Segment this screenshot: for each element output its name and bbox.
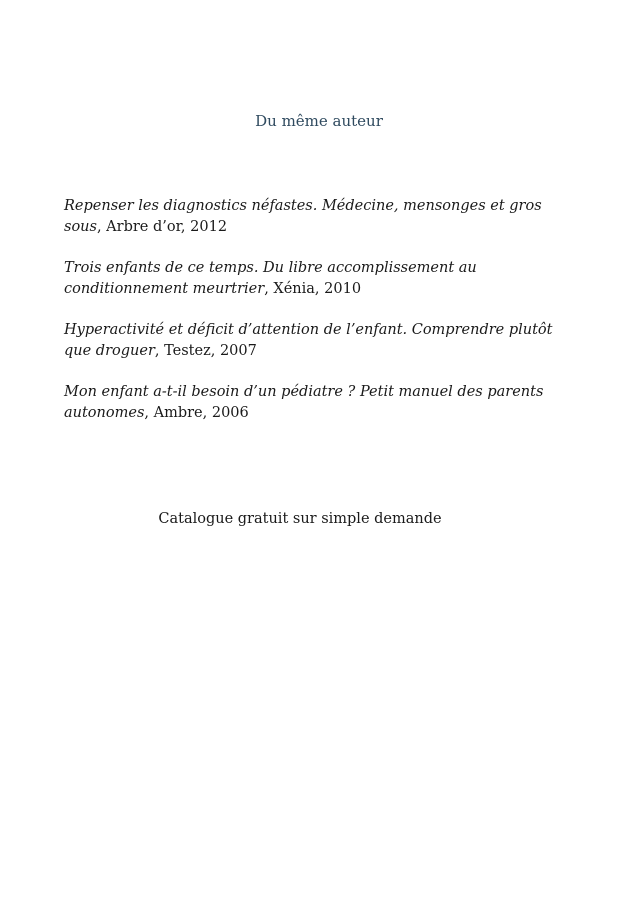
bibliography-item (64, 320, 564, 362)
bibliography-item (64, 382, 564, 424)
book-title: Hyperactivité et déficit d’attention de l’enfant. Comprendre plutôt que droguer (64, 322, 553, 359)
book-title: Repenser les diagnostics néfastes. Médecine, mensonges et gros sous (64, 198, 542, 235)
catalogue-note (0, 511, 638, 527)
book-title: Mon enfant a-t-il besoin d’un pédiatre ? Petit manuel des parents autonomes (64, 384, 544, 421)
page-title: Du même auteur (255, 112, 383, 130)
catalogue-note-text: Catalogue gratuit sur simple demande (158, 511, 442, 527)
book-publisher-year: , Ambre, 2006 (144, 405, 249, 421)
book-publisher-year: , Arbre d’or, 2012 (96, 219, 228, 235)
book-publisher-year: , Xénia, 2010 (264, 281, 362, 297)
book-title: Trois enfants de ce temps. Du libre accomplissement au conditionnement meurtrier (64, 260, 477, 297)
bibliography-item (64, 196, 564, 238)
bibliography-list (64, 196, 564, 444)
bibliography-item (64, 258, 564, 300)
book-publisher-year: , Testez, 2007 (154, 343, 257, 359)
